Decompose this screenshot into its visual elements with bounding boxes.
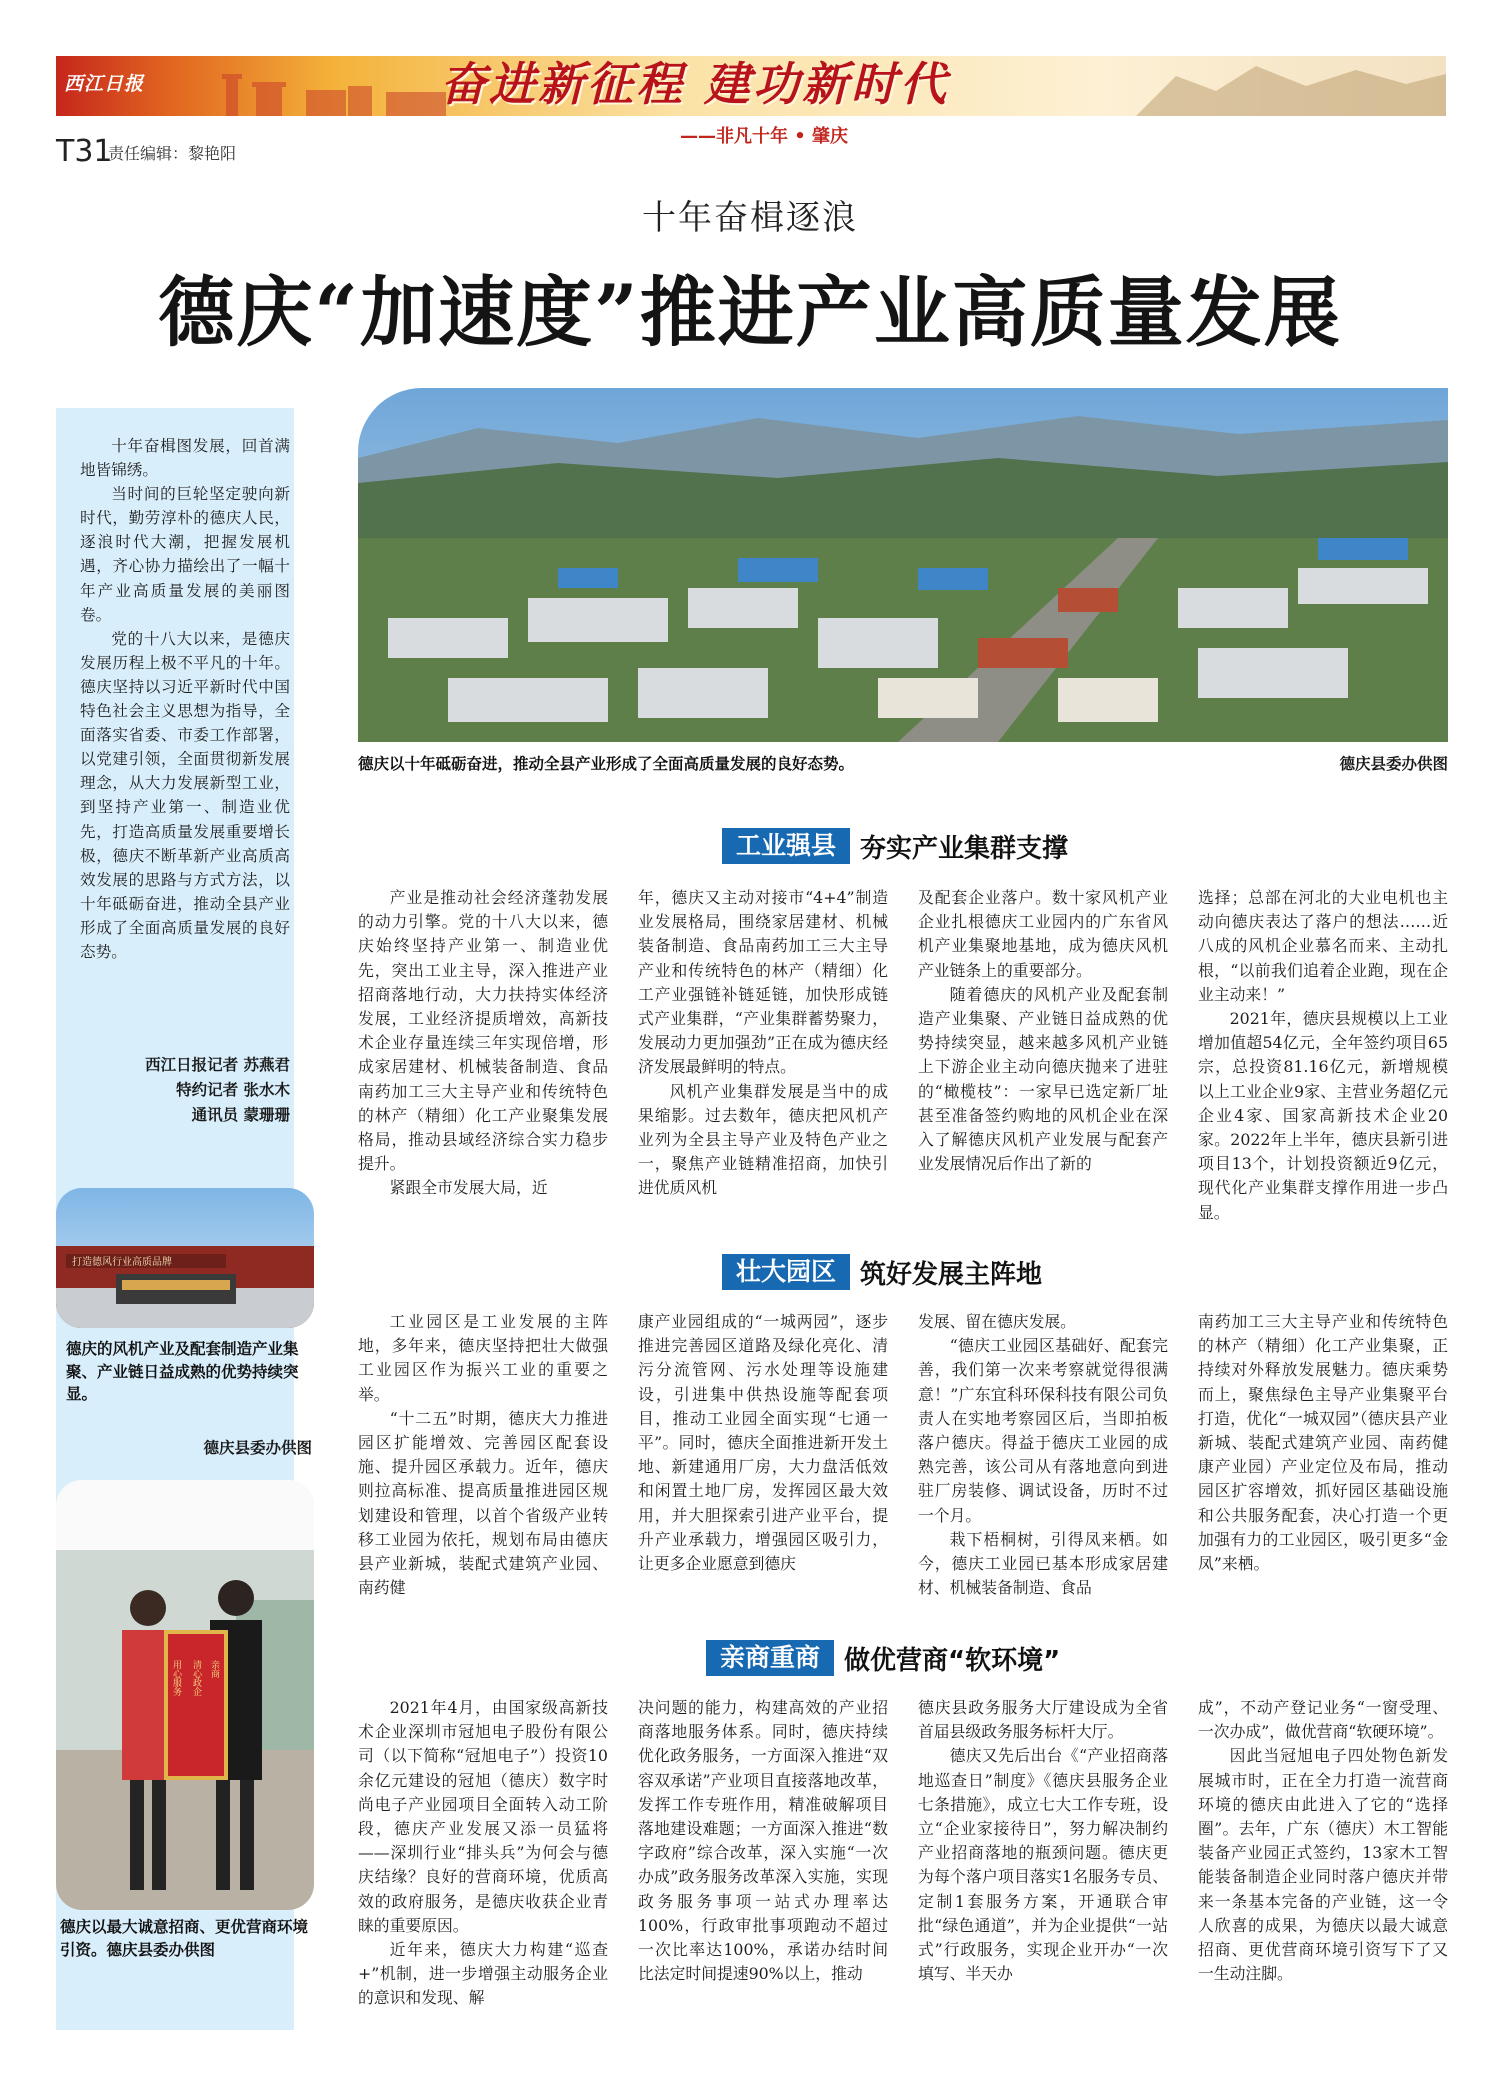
paragraph: 决问题的能力，构建高效的产业招商落地服务体系。同时，德庆持续优化政务服务，一方面深入推进“双容双承诺”产业项目直接落地改革，发挥工作专班作用，精准破解项目落地建设难题；一方面深入推进“数字政府”综合改革，深入实施“一次办成”政务服务改革深入实施，实现政务服务事项一站式办理率达100%，行政审批事项跑动不超过一次比率达100%，承诺办结时间比法定时间提速90%以上，推动	[638, 1698, 888, 1984]
article-column	[638, 886, 888, 1201]
article-column	[358, 1696, 608, 2011]
paragraph: 工业园区是工业发展的主阵地，多年来，德庆坚持把壮大做强工业园区作为振兴工业的重要之举。	[358, 1312, 608, 1404]
banner-subtitle: ——非凡十年 • 肇庆	[680, 126, 849, 147]
paragraph: 因此当冠旭电子四处物色新发展城市时，正在全力打造一流营商环境的德庆由此进入了它的“选择圈”。去年，广东（德庆）木工智能装备产业园正式签约，13家木工智能装备制造企业同时落户德庆并带来一条基本完备的产业链，这一令人欣喜的成果，为德庆以最大诚意招商、更优营商环境引资写下了又一生动注脚。	[1198, 1746, 1448, 1984]
intro-paragraph: 党的十八大以来，是德庆发展历程上极不平凡的十年。德庆坚持以习近平新时代中国特色社会主义思想为指导，全面落实省委、市委工作部署，以党建引领，全面贯彻新发展理念，从大力发展新型工业，到坚持产业第一、制造业优先，打造高质量发展重要增长极，德庆不断革新产业高质高效发展的思路与方式方法，以十年砥砺奋进，推动全县产业形成了全面高质量发展的良好态势。	[80, 629, 290, 961]
paragraph: 近年来，德庆大力构建“巡查+”机制，进一步增强主动服务企业的意识和发现、解	[358, 1940, 608, 2008]
paragraph: 栽下梧桐树，引得凤来栖。如今，德庆工业园已基本形成家居建材、机械装备制造、食品	[918, 1529, 1168, 1598]
article-column	[1198, 1696, 1448, 1986]
paragraph: “十二五”时期，德庆大力推进园区扩能增效、完善园区配套设施、提升园区承载力。近年，德庆则拉高标准、提高质量推进园区规划建设和管理，以首个省级产业转移工业园为依托，规划布局由德庆县产业新城，装配式建筑产业园、南药健	[358, 1408, 608, 1598]
main-photo-credit: 德庆县委办供图	[1339, 755, 1448, 773]
paragraph: 南药加工三大主导产业和传统特色的林产（精细）化工产业集聚，正持续对外释放发展魅力。德庆乘势而上，聚焦绿色主导产业集聚平台打造，优化“一城双园”（德庆县产业新城、装配式建筑产业园、南药健康产业园）产业定位及布局，推动园区扩容增效，抓好园区基础设施和公共服务配套，决心打造一个更加强有力的工业园区，吸引更多“金凤”来栖。	[1198, 1312, 1448, 1574]
newspaper-logo: 西江日报	[64, 73, 145, 95]
article-column	[638, 1696, 888, 1986]
paragraph: 及配套企业落户。数十家风机产业企业扎根德庆工业园内的广东省风机产业集聚地基地，成为德庆风机产业链条上的重要部分。	[918, 888, 1168, 980]
paragraph: 年，德庆又主动对接市“4+4”制造业发展格局，围绕家居建材、机械装备制造、食品南药加工三大主导产业和传统特色的林产（精细）化工产业强链补链延链，加快形成链式产业集群，“产业集群蓄势聚力，发展动力更加强劲”正在成为德庆经济发展最鲜明的特点。	[638, 888, 888, 1077]
section-header-business	[706, 1640, 1060, 1676]
factory-photo-caption: 德庆的风机产业及配套制造产业集聚、产业链日益成熟的优势持续突显。	[66, 1340, 299, 1403]
paragraph: 德庆又先后出台《“产业招商落地巡查日”制度》《德庆县服务企业七条措施》，成立七大工作专班，设立“企业家接待日”，努力解决制约产业招商落地的瓶颈问题。德庆更为每个落户项目落实1名服务专员、定制1套服务方案，开通联合审批“绿色通道”，并为企业提供“一站式”行政服务，实现企业开办“一次填写、半天办	[918, 1746, 1168, 1984]
intro-paragraph: 十年奋楫图发展，回首满地皆锦绣。	[80, 437, 290, 480]
paragraph: 选择；总部在河北的大业电机也主动向德庆表达了落户的想法……近八成的风机企业慕名而来、主动扎根，“以前我们追着企业跑，现在企业主动来！”	[1198, 888, 1448, 1004]
factory-photo	[56, 1188, 314, 1328]
paragraph: 2021年，德庆县规模以上工业增加值超54亿元，全年签约项目65宗，总投资81.16亿元，新增规模以上工业企业9家、主营业务超亿元企业4家、国家高新技术企业20家。2022年上半年，德庆县新引进项目13个，计划投资额近9亿元，现代化产业集群支撑作用进一步凸显。	[1198, 1009, 1448, 1222]
article-kicker: 十年奋楫逐浪	[642, 198, 858, 238]
paragraph: 风机产业集群发展是当中的成果缩影。过去数年，德庆把风机产业列为全县主导产业及特色产业之一，聚焦产业链精准招商，加快引进优质风机	[638, 1081, 888, 1198]
byline-correspondent: 通讯员 蒙珊珊	[191, 1106, 290, 1124]
article-column	[918, 1310, 1168, 1600]
paragraph: 发展、留在德庆发展。	[918, 1312, 1076, 1331]
article-column	[358, 1310, 608, 1600]
article-column	[1198, 886, 1448, 1225]
paragraph: 德庆县政务服务大厅建设成为全省首届县级政务服务标杆大厅。	[918, 1698, 1168, 1742]
byline-reporter: 西江日报记者 苏燕君	[145, 1056, 290, 1074]
article-headline: 德庆“加速度”推进产业高质量发展	[158, 268, 1342, 357]
paragraph: 康产业园组成的“一城两园”，逐步推进完善园区道路及绿化亮化、清污分流管网、污水处理等设施建设，引进集中供热设施等配套项目，推动工业园全面实现“七通一平”。同时，德庆全面推进新开发土地、新建通用厂房，大力盘活低效和闲置土地厂房，发挥园区最大效用，并大胆探索引进产业平台，提升产业承载力，增强园区吸引力，让更多企业愿意到德庆	[638, 1312, 888, 1574]
section-header-park	[722, 1254, 1042, 1290]
section-tag: 亲商重商	[706, 1640, 834, 1676]
paragraph: 成”，不动产登记业务“一窗受理、一次办成”，做优营商“软硬环境”。	[1198, 1698, 1448, 1742]
byline	[80, 1053, 290, 1128]
service-photo-caption: 德庆以最大诚意招商、更优营商环境引资。德庆县委办供图	[60, 1918, 309, 1959]
section-title: 夯实产业集群支撑	[860, 833, 1069, 864]
byline-special-reporter: 特约记者 张水木	[176, 1081, 290, 1099]
section-tag: 壮大园区	[722, 1254, 850, 1290]
paragraph: 紧跟全市发展大局，近	[389, 1178, 548, 1198]
section-title: 筑好发展主阵地	[860, 1259, 1043, 1290]
editor-credit: 责任编辑：黎艳阳	[108, 144, 237, 163]
factory-sign: 打造德风行业高质品牌	[72, 1257, 172, 1268]
article-column	[358, 886, 608, 1201]
section-title: 做优营商“软环境”	[844, 1645, 1061, 1676]
article-column	[918, 1696, 1168, 1986]
article-column	[918, 886, 1168, 1176]
paragraph: “德庆工业园区基础好、配套完善，我们第一次来考察就觉得很满意！”广东宜科环保科技有限公司负责人在实地考察园区后，当即拍板落户德庆。得益于德庆工业园的成熟完善，该公司从有落地意向到进驻厂房装修、调试设备，历时不过一个月。	[918, 1336, 1168, 1525]
banner-text-2: 清心政企	[191, 1660, 201, 1696]
service-banner-photo	[56, 1480, 314, 1910]
article-column	[1198, 1310, 1448, 1576]
factory-photo-credit: 德庆县委办供图	[203, 1439, 312, 1457]
intro-text	[80, 434, 290, 964]
main-photo-caption: 德庆以十年砥砺奋进，推动全县产业形成了全面高质量发展的良好态势。	[358, 755, 855, 773]
paragraph: 2021年4月，由国家级高新技术企业深圳市冠旭电子股份有限公司（以下简称“冠旭电子”）投资10余亿元建设的冠旭（德庆）数字时尚电子产业园项目全面转入动工阶段，德庆产业发展又添一员猛将——深圳行业“排头兵”为何会与德庆结缘？良好的营商环境，优质高效的政府服务，是德庆收获企业青睐的重要原因。	[358, 1698, 608, 1935]
section-tag: 工业强县	[722, 828, 850, 864]
aerial-industrial-park-photo	[358, 388, 1448, 742]
page-number: T31	[56, 134, 113, 169]
banner-title: 奋进新征程 建功新时代	[440, 57, 950, 111]
paragraph: 产业是推动社会经济蓬勃发展的动力引擎。党的十八大以来，德庆始终坚持产业第一、制造业优先，突出工业主导，深入推进产业招商落地行动，大力扶持实体经济发展，工业经济提质增效，高新技术企业存量连续三年实现倍增，形成家居建材、机械装备制造、食品南药加工三大主导产业和传统特色的林产（精细）化工产业聚集发展格局，推动县域经济综合实力稳步提升。	[358, 888, 608, 1174]
section-header-industry	[722, 828, 1068, 864]
banner-text-3: 亲商	[209, 1660, 219, 1678]
article-column	[638, 1310, 888, 1576]
banner-text-1: 用心服务	[171, 1660, 181, 1696]
intro-paragraph: 当时间的巨轮坚定驶向新时代，勤劳淳朴的德庆人民，逐浪时代大潮，把握发展机遇，齐心协力描绘出了一幅十年产业高质量发展的美丽图卷。	[80, 485, 290, 624]
paragraph: 随着德庆的风机产业及配套制造产业集聚、产业链日益成熟的优势持续突显，越来越多风机产业链上下游企业主动向德庆抛来了进驻的“橄榄枝”：一家早已选定新厂址甚至准备签约购地的风机企业在深入了解德庆风机产业发展与配套产业发展情况后作出了新的	[918, 984, 1168, 1174]
